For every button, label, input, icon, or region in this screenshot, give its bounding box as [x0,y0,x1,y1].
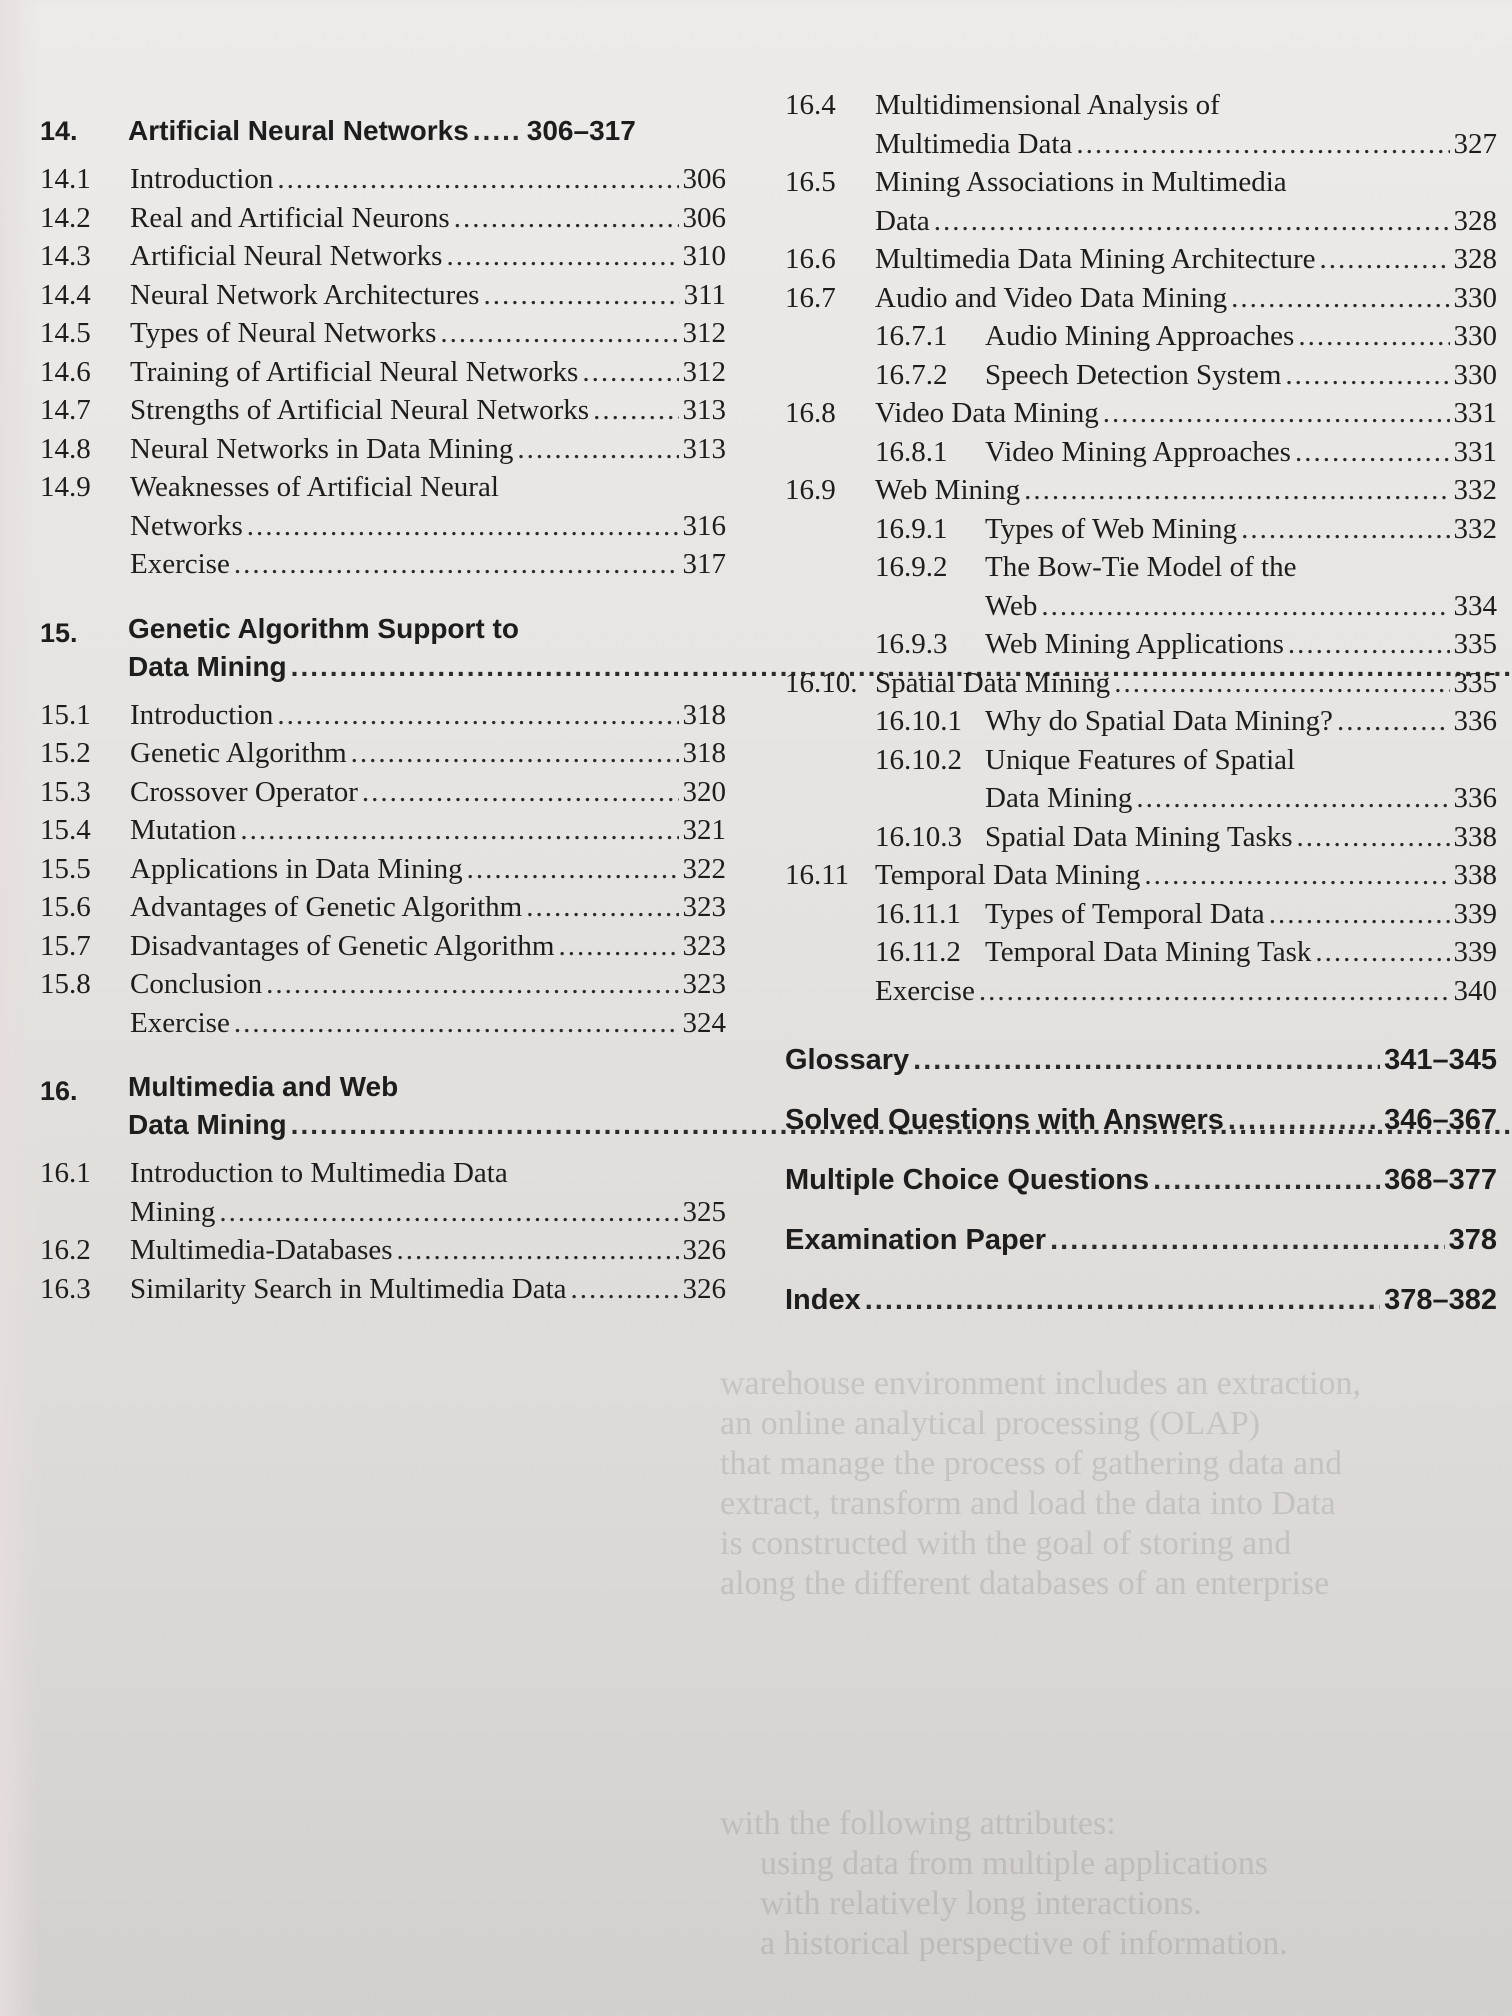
toc-entry-continued[interactable] [40,507,726,546]
entry-number: 16.8.1 [875,435,948,468]
entry-page: 335 [1453,666,1497,699]
toc-entry[interactable] [785,279,1497,318]
entry-page: 322 [682,852,726,885]
bleed-through-text: that manage the process of gathering data and [720,1445,1343,1482]
back-matter-title: Glossary [785,1044,910,1076]
entry-title: Web Mining [875,474,1021,506]
entry-number: 16.3 [40,1272,91,1305]
entry-number: 16.2 [40,1234,91,1266]
toc-entry[interactable] [40,1270,726,1309]
toc-entry[interactable] [40,696,726,735]
entry-number: 14.5 [40,317,91,349]
entry-number: 16.9.2 [875,551,948,583]
dot-leader [467,850,679,889]
toc-entry[interactable] [40,773,726,812]
dot-leader [593,391,678,430]
entry-page: 313 [682,432,726,465]
dot-leader [1241,510,1449,549]
entry-title: Speech Detection System [985,358,1282,391]
entry-title: Mutation [130,814,237,846]
dot-leader [277,696,678,735]
entry-number: 16.4 [785,89,836,121]
dot-leader [517,430,678,469]
toc-entry[interactable] [785,394,1497,433]
bleed-through-text: with the following attributes: [720,1805,1116,1842]
dot-leader [1337,702,1450,741]
entry-page: 339 [1453,897,1497,930]
dot-leader [446,237,678,276]
entry-page: 325 [682,1195,726,1228]
dot-leader [1315,933,1449,972]
entry-number: 16.7 [785,281,836,314]
entry-title: Why do Spatial Data Mining? [985,705,1333,737]
entry-page: 306 [682,201,726,234]
chapter-15-heading[interactable] [40,610,726,686]
toc-entry[interactable] [785,163,1497,202]
toc-entry[interactable] [40,237,726,276]
entry-title: Genetic Algorithm [130,737,347,769]
bleed-through-text: extract, transform and load the data into Data [720,1485,1336,1522]
toc-subentry-continued[interactable] [785,779,1497,818]
back-matter-title: Multiple Choice Questions [785,1164,1150,1196]
back-matter-solved-questions[interactable] [785,1090,1497,1150]
entry-number: 14.9 [40,471,91,503]
dot-leader [934,202,1450,241]
dot-leader [351,734,679,773]
dot-leader [1153,1150,1380,1210]
entry-number: 16.5 [785,166,836,198]
toc-entry[interactable] [40,468,726,507]
back-matter-pages: 378–382 [1384,1284,1497,1316]
dot-leader [1076,125,1449,164]
entry-title: Crossover Operator [130,775,358,808]
entry-title: Temporal Data Mining Task [985,936,1312,968]
entry-title: Real and Artificial Neurons [130,201,450,234]
dot-leader [1024,471,1449,510]
dot-leader [362,773,679,812]
entry-page: 310 [682,240,726,272]
entry-title-continued: Web [985,589,1038,622]
dot-leader [266,965,678,1004]
entry-page: 306 [682,163,726,195]
dot-leader [1269,895,1450,934]
entry-number: 16.9.3 [875,628,948,660]
chapter-number: 15. [40,617,78,648]
entry-title: Multimedia Data Mining Architecture [875,243,1316,275]
entry-number: 16.1 [40,1157,91,1189]
dot-leader [558,927,678,966]
dot-leader [1231,279,1449,318]
toc-entry[interactable] [40,811,726,850]
toc-entry[interactable] [785,240,1497,279]
entry-number: 16.6 [785,243,836,275]
entry-title-continued: Multimedia Data [875,127,1073,160]
entry-title-continued: Mining [130,1195,216,1228]
entry-number: 15.6 [40,891,91,923]
entry-page: 316 [682,509,726,542]
entry-title: Disadvantages of Genetic Algorithm [130,929,555,962]
toc-subentry[interactable] [785,510,1497,549]
entry-number: 15.2 [40,737,91,769]
entry-page: 321 [682,814,726,846]
dot-leader [1297,818,1450,857]
dot-leader [526,888,678,927]
back-matter-index[interactable] [785,1270,1497,1330]
dot-leader [1136,779,1449,818]
entry-number: 14.2 [40,201,91,234]
entry-title: Spatial Data Mining [875,666,1111,699]
dot-leader [1285,356,1449,395]
toc-entry[interactable] [40,391,726,430]
dot-leader [473,112,523,150]
entry-number: 15.3 [40,775,91,808]
back-matter-title: Index [785,1284,861,1316]
entry-title: Web Mining Applications [985,628,1284,660]
dot-leader [483,276,679,315]
entry-title: Spatial Data Mining Tasks [985,820,1293,853]
toc-entry[interactable] [40,965,726,1004]
dot-leader [582,353,678,392]
toc-entry[interactable] [40,927,726,966]
toc-subentry[interactable] [785,356,1497,395]
entry-title: Exercise [130,548,230,580]
dot-leader [1114,664,1449,703]
back-matter-pages: 346–367 [1384,1104,1497,1136]
dot-leader [277,160,678,199]
dot-leader [219,1193,678,1232]
chapter-pages: 306–317 [526,115,636,146]
dot-leader [1288,625,1450,664]
dot-leader [1144,856,1449,895]
toc-right-column [785,86,1497,1330]
bleed-through-text: using data from multiple applications [760,1845,1269,1882]
page-edge-shadow [0,0,40,2016]
toc-entry[interactable] [40,850,726,889]
entry-page: 335 [1453,628,1497,660]
chapter-title-line1: Genetic Algorithm Support to [128,612,519,644]
entry-title: Training of Artificial Neural Networks [130,355,579,388]
dot-leader [1298,317,1449,356]
entry-title: Introduction [130,163,274,195]
entry-page: 326 [682,1234,726,1266]
entry-title: Exercise [875,974,975,1007]
dot-leader [1041,587,1449,626]
chapter-title: Artificial Neural Networks [128,115,469,146]
entry-number: 16.7.2 [875,358,948,391]
toc-entry[interactable] [40,276,726,315]
back-matter-title: Examination Paper [785,1224,1047,1256]
entry-title: Advantages of Genetic Algorithm [130,891,523,923]
back-matter-pages: 378 [1448,1224,1497,1256]
entry-number: 16.11.1 [875,897,961,930]
toc-subentry[interactable] [785,895,1497,934]
toc-subentry[interactable] [785,625,1497,664]
entry-page: 327 [1453,127,1497,160]
entry-page: 330 [1453,320,1497,352]
entry-title: Neural Networks in Data Mining [130,432,514,465]
entry-number: 16.10. [785,666,858,699]
entry-title: Multidimensional Analysis of [875,89,1220,121]
chapter-14-heading[interactable] [40,108,726,150]
chapter-number: 14. [40,116,78,146]
entry-title: Types of Temporal Data [985,897,1265,930]
dot-leader [571,1270,679,1309]
toc-subentry[interactable] [785,741,1497,780]
entry-title: Artificial Neural Networks [130,240,443,272]
dot-leader [454,199,679,238]
entry-page: 331 [1453,435,1497,468]
entry-title: Multimedia-Databases [130,1234,393,1266]
entry-title: The Bow-Tie Model of the [985,551,1297,583]
toc-entry[interactable] [785,664,1497,703]
entry-number: 16.8 [785,397,836,429]
back-matter-examination-paper[interactable] [785,1210,1497,1270]
toc-entry[interactable] [40,199,726,238]
entry-page: 338 [1453,820,1497,853]
toc-left-column [40,108,726,1308]
bleed-through-text: along the different databases of an enterprise [720,1565,1330,1602]
dot-leader [913,1030,1380,1090]
entry-title: Audio and Video Data Mining [875,281,1228,314]
chapter-16-heading[interactable] [40,1068,726,1144]
bleed-through-text: is constructed with the goal of storing and [720,1525,1292,1562]
back-matter-list [785,1030,1497,1330]
toc-entry-continued[interactable] [785,202,1497,241]
entry-page: 340 [1453,974,1497,1007]
entry-title-continued: Data [875,204,930,237]
back-matter-title: Solved Questions with Answers [785,1104,1224,1136]
entry-page: 330 [1453,358,1497,391]
entry-title: Applications in Data Mining [130,852,463,885]
entry-title: Neural Network Architectures [130,278,480,311]
bleed-through-text: an online analytical processing (OLAP) [720,1405,1261,1442]
entry-page: 311 [683,278,726,311]
toc-entry[interactable] [40,734,726,773]
entry-page: 323 [682,968,726,1000]
entry-number: 16.10.3 [875,820,962,853]
entry-title: Unique Features of Spatial [985,743,1296,776]
entry-number: 16.11 [785,859,850,891]
dot-leader [1295,433,1450,472]
entry-title: Mining Associations in Multimedia [875,166,1287,198]
toc-entry-continued[interactable] [40,1193,726,1232]
entry-number: 15.8 [40,968,91,1000]
entry-number: 14.8 [40,432,91,465]
entry-page: 312 [682,355,726,388]
dot-leader [234,1004,679,1043]
entry-number: 14.4 [40,278,91,311]
entry-title: Weaknesses of Artificial Neural [130,471,499,503]
toc-entry-exercise[interactable] [40,545,726,584]
toc-entry[interactable] [785,471,1497,510]
entry-page: 313 [682,394,726,426]
entry-number: 14.1 [40,163,91,195]
dot-leader [247,507,679,546]
entry-title-continued: Networks [130,509,243,542]
chapter-title-line2: Data Mining [128,1109,287,1140]
entry-number: 16.10.2 [875,743,962,776]
entry-title: Conclusion [130,968,263,1000]
toc-entry-continued[interactable] [785,125,1497,164]
entry-page: 331 [1453,397,1497,429]
entry-page: 338 [1453,859,1497,891]
entry-page: 317 [682,548,726,580]
entry-title: Video Data Mining [875,397,1099,429]
entry-page: 328 [1453,243,1497,275]
entry-number: 16.9 [785,474,836,506]
chapter-number: 16. [40,1076,78,1106]
dot-leader [240,811,678,850]
back-matter-glossary[interactable] [785,1030,1497,1090]
entry-page: 336 [1453,705,1497,737]
dot-leader [979,972,1450,1011]
back-matter-pages: 368–377 [1384,1164,1497,1196]
toc-entry[interactable] [40,1154,726,1193]
dot-leader [1320,240,1450,279]
entry-title: Audio Mining Approaches [985,320,1295,352]
entry-number: 15.1 [40,698,91,731]
toc-subentry[interactable] [785,433,1497,472]
toc-subentry[interactable] [785,933,1497,972]
toc-entry[interactable] [40,1231,726,1270]
entry-number: 16.10.1 [875,705,962,737]
back-matter-pages: 341–345 [1384,1044,1497,1076]
entry-number: 15.7 [40,929,91,962]
entry-page: 326 [682,1272,726,1305]
toc-subentry-continued[interactable] [785,587,1497,626]
toc-entry[interactable] [785,86,1497,125]
toc-subentry[interactable] [785,548,1497,587]
entry-number: 16.11.2 [875,936,961,968]
entry-page: 328 [1453,204,1497,237]
entry-number: 16.9.1 [875,512,948,545]
toc-entry[interactable] [40,353,726,392]
entry-number: 14.6 [40,355,91,388]
dot-leader [440,314,678,353]
entry-page: 332 [1453,474,1497,506]
toc-entry-exercise[interactable] [40,1004,726,1043]
dot-leader [865,1270,1380,1330]
entry-page: 334 [1453,589,1497,622]
entry-page: 336 [1453,782,1497,814]
entry-title: Introduction to Multimedia Data [130,1157,508,1189]
back-matter-mcq[interactable] [785,1150,1497,1210]
entry-number: 14.7 [40,394,91,426]
entry-title: Temporal Data Mining [875,859,1141,891]
entry-title: Types of Web Mining [985,512,1238,545]
entry-page: 312 [682,317,726,349]
entry-page: 332 [1453,512,1497,545]
toc-subentry[interactable] [785,818,1497,857]
toc-entry[interactable] [40,314,726,353]
entry-number: 15.5 [40,852,91,885]
entry-page: 324 [682,1006,726,1039]
entry-page: 318 [682,737,726,769]
bleed-through-text: a historical perspective of information. [760,1925,1288,1962]
dot-leader [1228,1090,1380,1150]
dot-leader [1103,394,1450,433]
bleed-through-text: with relatively long interactions. [760,1885,1202,1922]
entry-number: 15.4 [40,814,91,846]
entry-page: 323 [682,929,726,962]
chapter-title-line2: Data Mining [128,650,287,682]
entry-title: Types of Neural Networks [130,317,437,349]
toc-subentry[interactable] [785,702,1497,741]
toc-subentry[interactable] [785,317,1497,356]
entry-title: Strengths of Artificial Neural Networks [130,394,590,426]
toc-entry-exercise[interactable] [785,972,1497,1011]
entry-page: 323 [682,891,726,923]
entry-title: Exercise [130,1006,230,1039]
entry-title: Similarity Search in Multimedia Data [130,1272,567,1305]
dot-leader [1050,1210,1445,1270]
entry-title: Introduction [130,698,274,731]
entry-page: 320 [682,775,726,808]
chapter-title-line1: Multimedia and Web [128,1071,399,1102]
entry-page: 330 [1453,281,1497,314]
toc-entry[interactable] [40,160,726,199]
entry-number: 14.3 [40,240,91,272]
dot-leader [234,545,679,584]
bleed-through-text: warehouse environment includes an extraction, [720,1365,1362,1402]
toc-entry[interactable] [40,430,726,469]
entry-title: Video Mining Approaches [985,435,1291,468]
entry-title-continued: Data Mining [985,782,1133,814]
entry-number: 16.7.1 [875,320,948,352]
entry-page: 318 [682,698,726,731]
toc-entry[interactable] [40,888,726,927]
dot-leader [397,1231,679,1270]
entry-page: 339 [1453,936,1497,968]
toc-entry[interactable] [785,856,1497,895]
